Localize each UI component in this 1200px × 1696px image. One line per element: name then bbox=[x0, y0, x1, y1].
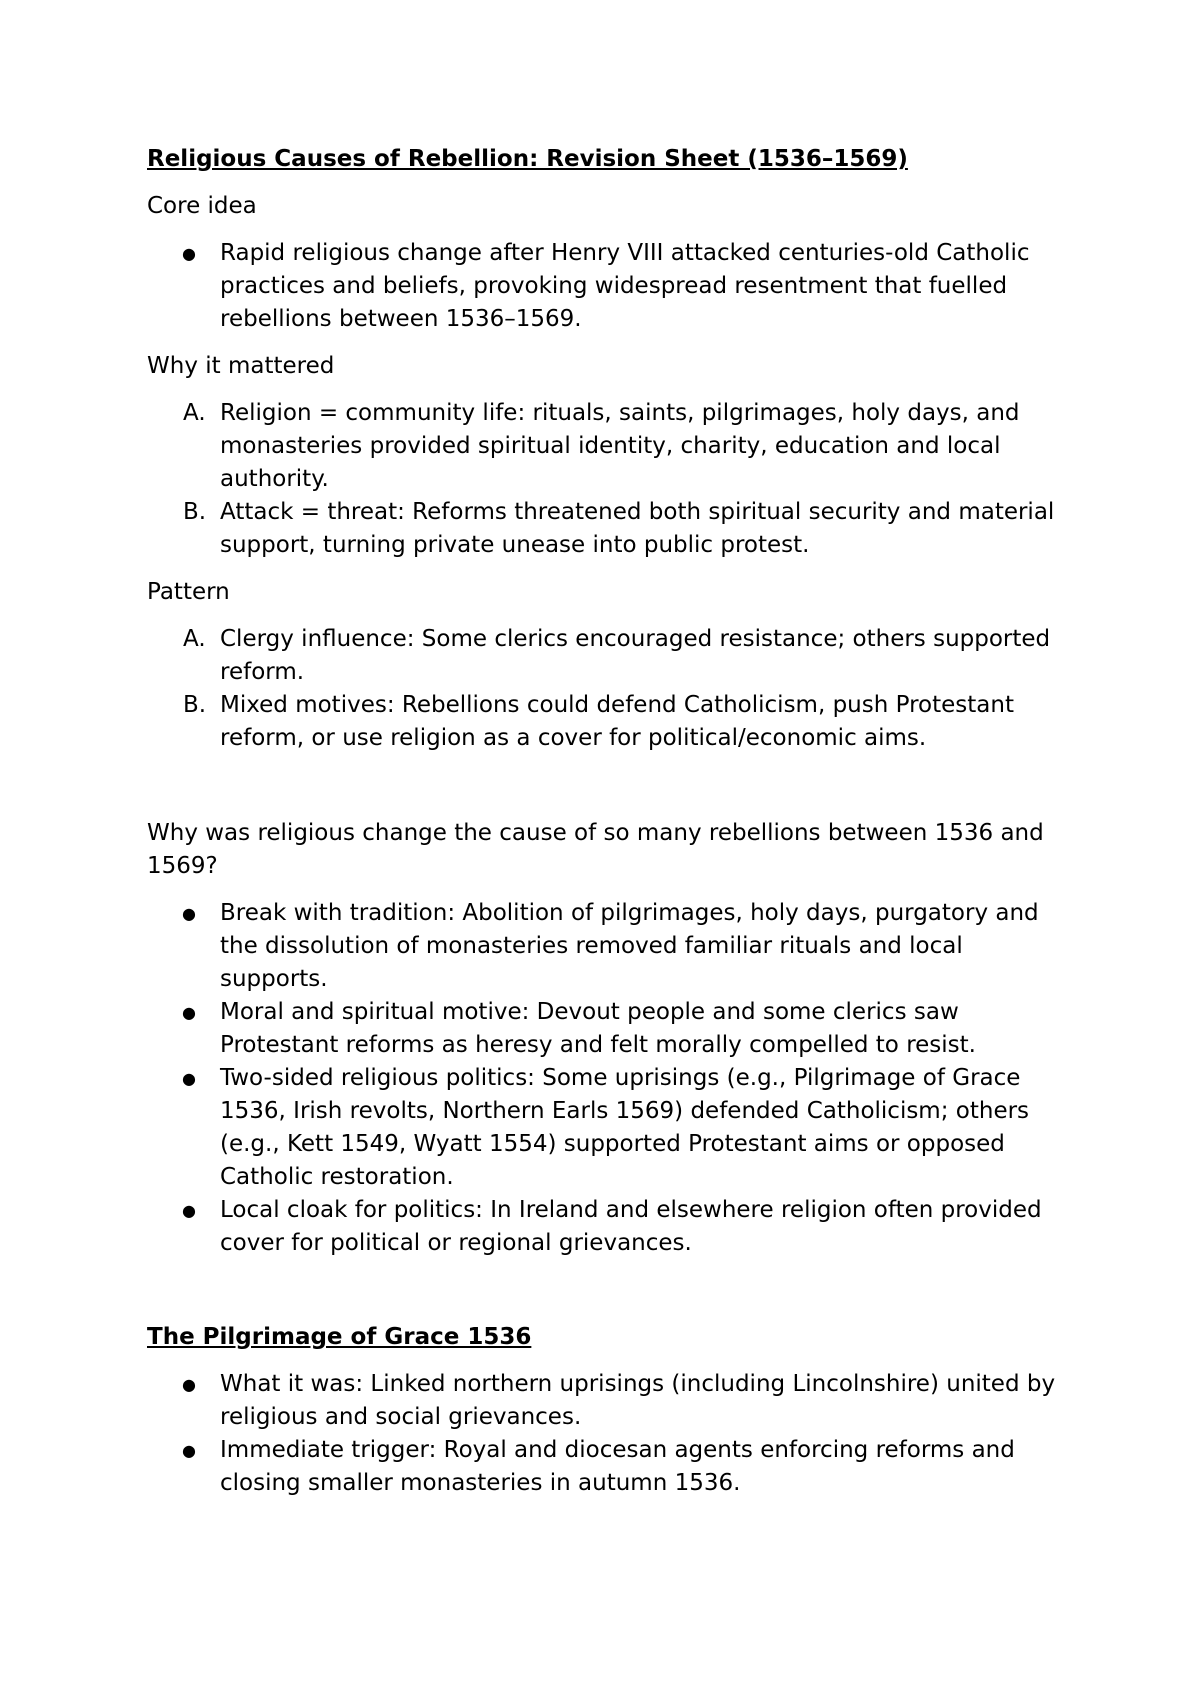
list-marker: B. bbox=[183, 499, 207, 525]
pilgrimage-list bbox=[147, 1368, 1077, 1500]
list-marker: B. bbox=[183, 692, 207, 718]
list-item-text: Break with tradition: Abolition of pilgrimages, holy days, purgatory and the dissolution of monasteries removed familiar rituals and local supports. bbox=[220, 900, 1039, 992]
bullet-icon: ● bbox=[182, 1441, 196, 1460]
list-item bbox=[147, 496, 1077, 562]
list-item-text: What it was: Linked northern uprisings (including Lincolnshire) united by religious and social grievances. bbox=[220, 1371, 1056, 1430]
list-item bbox=[147, 397, 1077, 496]
list-item-text: Rapid religious change after Henry VIII attacked centuries-old Catholic practices and beliefs, provoking widespread resentment that fuelled rebellions between 1536–1569. bbox=[220, 240, 1030, 332]
list-item bbox=[147, 1194, 1077, 1260]
list-marker: A. bbox=[183, 400, 206, 426]
bullet-icon: ● bbox=[182, 244, 196, 263]
why-it-mattered-label: Why it mattered bbox=[147, 353, 335, 379]
list-item-text: Local cloak for politics: In Ireland and elsewhere religion often provided cover for political or regional grievances. bbox=[220, 1197, 1042, 1256]
bullet-icon: ● bbox=[182, 904, 196, 923]
spacer bbox=[147, 1274, 1077, 1321]
list-item bbox=[147, 623, 1077, 689]
list-item-text: Immediate trigger: Royal and diocesan agents enforcing reforms and closing smaller monasteries in autumn 1536. bbox=[220, 1437, 1015, 1496]
core-idea-list bbox=[147, 237, 1077, 336]
list-item-text: Two-sided religious politics: Some uprisings (e.g., Pilgrimage of Grace 1536, Irish revolts, Northern Earls 1569) defended Catholicism; others (e.g., Kett 1549, Wyatt 1554) supported Protestant aims or opposed Catholic restoration. bbox=[220, 1065, 1030, 1190]
list-item bbox=[147, 689, 1077, 755]
question-text: Why was religious change the cause of so many rebellions between 1536 and 1569? bbox=[147, 820, 1044, 879]
list-item-text: Mixed motives: Rebellions could defend Catholicism, push Protestant reform, or use religion as a cover for political/economic aims. bbox=[220, 692, 1014, 751]
document-title: Religious Causes of Rebellion: Revision Sheet (1536–1569) bbox=[147, 146, 908, 172]
list-item bbox=[147, 1434, 1077, 1500]
core-idea-label: Core idea bbox=[147, 193, 257, 219]
document-page bbox=[147, 143, 1077, 1514]
spacer bbox=[147, 769, 1077, 817]
question-list bbox=[147, 897, 1077, 1260]
pattern-label: Pattern bbox=[147, 579, 230, 605]
bullet-icon: ● bbox=[182, 1375, 196, 1394]
bullet-icon: ● bbox=[182, 1069, 196, 1088]
pattern-list bbox=[147, 623, 1077, 755]
list-item bbox=[147, 1062, 1077, 1194]
list-marker: A. bbox=[183, 626, 206, 652]
list-item-text: Attack = threat: Reforms threatened both spiritual security and material support, turning private unease into public protest. bbox=[220, 499, 1055, 558]
list-item bbox=[147, 897, 1077, 996]
list-item-text: Religion = community life: rituals, saints, pilgrimages, holy days, and monasteries provided spiritual identity, charity, education and local authority. bbox=[220, 400, 1020, 492]
list-item-text: Clergy influence: Some clerics encouraged resistance; others supported reform. bbox=[220, 626, 1051, 685]
list-item bbox=[147, 237, 1077, 336]
bullet-icon: ● bbox=[182, 1003, 196, 1022]
bullet-icon: ● bbox=[182, 1201, 196, 1220]
list-item-text: Moral and spiritual motive: Devout people and some clerics saw Protestant reforms as heresy and felt morally compelled to resist. bbox=[220, 999, 976, 1058]
list-item bbox=[147, 1368, 1077, 1434]
pilgrimage-heading: The Pilgrimage of Grace 1536 bbox=[147, 1324, 532, 1350]
list-item bbox=[147, 996, 1077, 1062]
why-it-mattered-list bbox=[147, 397, 1077, 562]
